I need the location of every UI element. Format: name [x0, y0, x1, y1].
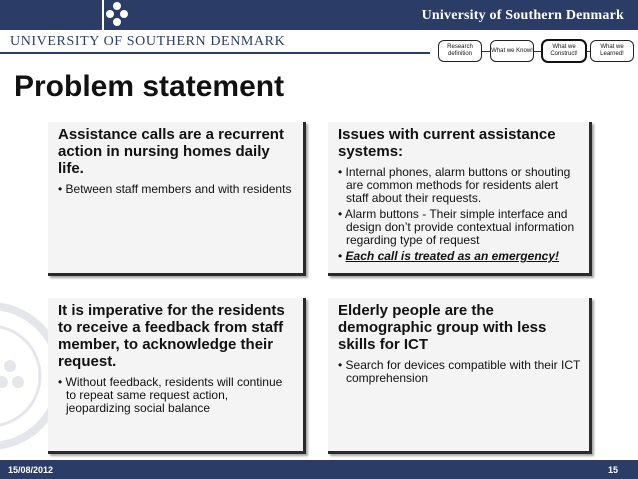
university-logo-icon [100, 0, 134, 30]
bullet-list [58, 183, 295, 196]
bullet-item: • Alarm buttons - Their simple interface and design don’t provide contextual information regarding type of request [338, 208, 581, 247]
bullet-list [338, 166, 581, 263]
box-heading: Issues with current assistance systems: [338, 126, 556, 160]
statement-box-feedback [48, 298, 306, 454]
box-heading: Assistance calls are a recurrent action in nursing homes daily life. [58, 126, 284, 177]
bullet-item: • Search for devices compatible with their ICT comprehension [338, 359, 581, 385]
bullet-list [58, 376, 295, 415]
bullet-item-emphasis [338, 250, 581, 263]
bullet-item: • Internal phones, alarm buttons or shouting are common methods for residents alert staff about their requests. [338, 166, 581, 205]
statement-box-assistance-calls [48, 122, 306, 276]
statement-box-elderly-ict [328, 298, 592, 454]
nav-connector [534, 51, 542, 52]
nav-step-research-definition[interactable]: Research definition [438, 40, 482, 62]
bullet-list [338, 359, 581, 385]
university-name: University of Southern Denmark [421, 8, 624, 23]
top-banner [0, 0, 638, 30]
university-subheading: UNIVERSITY OF SOUTHERN DENMARK [10, 34, 286, 49]
emphasis-text: Each call is treated as an emergency! [345, 249, 559, 263]
nav-connector [482, 51, 490, 52]
nav-step-what-we-know[interactable]: What we Know! [490, 40, 534, 62]
statement-box-current-systems [328, 122, 592, 276]
bullet-item: • Between staff members and with residents [58, 183, 295, 196]
nav-step-what-we-learned[interactable]: What we Learned! [590, 40, 634, 62]
page-number: 15 [607, 465, 618, 475]
subheading-divider [0, 52, 430, 54]
footer-bar [0, 460, 638, 479]
slide-title: Problem statement [14, 70, 285, 103]
progress-nav [438, 40, 634, 62]
box-heading: It is imperative for the residents to receive a feedback from staff member, to acknowledge their request. [58, 302, 285, 370]
box-heading: Elderly people are the demographic group with less skills for ICT [338, 302, 547, 353]
footer-date: 15/08/2012 [8, 465, 54, 475]
bullet-item: • Without feedback, residents will continue to repeat same request action, jeopardizing social balance [58, 376, 295, 415]
nav-step-what-we-construct[interactable]: What we Construct! [542, 40, 586, 62]
